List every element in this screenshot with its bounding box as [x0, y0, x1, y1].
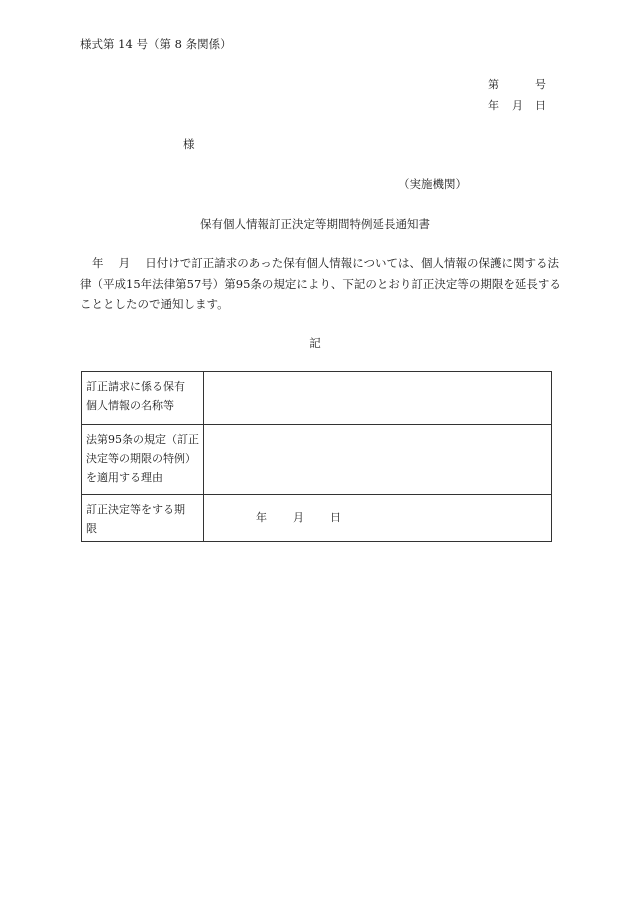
label-line: 訂正決定等をする期	[86, 503, 185, 516]
addressee-honorific: 様	[183, 137, 195, 151]
document-number-prefix: 第	[488, 78, 499, 91]
label-line: 限	[86, 522, 97, 535]
row-value-deadline	[204, 495, 552, 542]
table-row	[82, 425, 552, 495]
document-date-day: 日	[535, 99, 546, 112]
table-row	[82, 495, 552, 542]
label-line: 決定等の期限の特例）	[86, 452, 196, 465]
row-value-reason	[204, 425, 552, 495]
form-number: 様式第 14 号（第 8 条関係）	[80, 37, 232, 51]
deadline-year: 年	[256, 511, 267, 524]
body-paragraph	[80, 253, 561, 315]
row-label-info-name	[82, 372, 204, 425]
row-value-info-name	[204, 372, 552, 425]
deadline-month: 月	[293, 511, 304, 524]
document-date-year: 年	[488, 99, 499, 112]
table-row	[82, 372, 552, 425]
document-title: 保有個人情報訂正決定等期間特例延長通知書	[200, 217, 430, 231]
detail-table	[81, 371, 552, 542]
label-line: 法第95条の規定（訂正	[86, 433, 199, 446]
body-line-3: こととしたので通知します。	[80, 297, 229, 311]
ki-heading: 記	[309, 336, 321, 350]
label-line: 個人情報の名称等	[86, 399, 174, 412]
sender-label: （実施機関）	[398, 177, 467, 191]
document-number-suffix: 号	[535, 78, 546, 91]
row-label-deadline	[82, 495, 204, 542]
row-label-reason	[82, 425, 204, 495]
label-line: を適用する理由	[86, 471, 163, 484]
body-line-1: 年 月 日付けで訂正請求のあった保有個人情報については、個人情報の保護に関する法	[92, 256, 559, 270]
label-line: 訂正請求に係る保有	[86, 380, 185, 393]
body-line-2: 律（平成15年法律第57号）第95条の規定により、下記のとおり訂正決定等の期限を延長する	[80, 276, 561, 291]
deadline-day: 日	[330, 511, 341, 524]
document-date-month: 月	[512, 99, 523, 112]
